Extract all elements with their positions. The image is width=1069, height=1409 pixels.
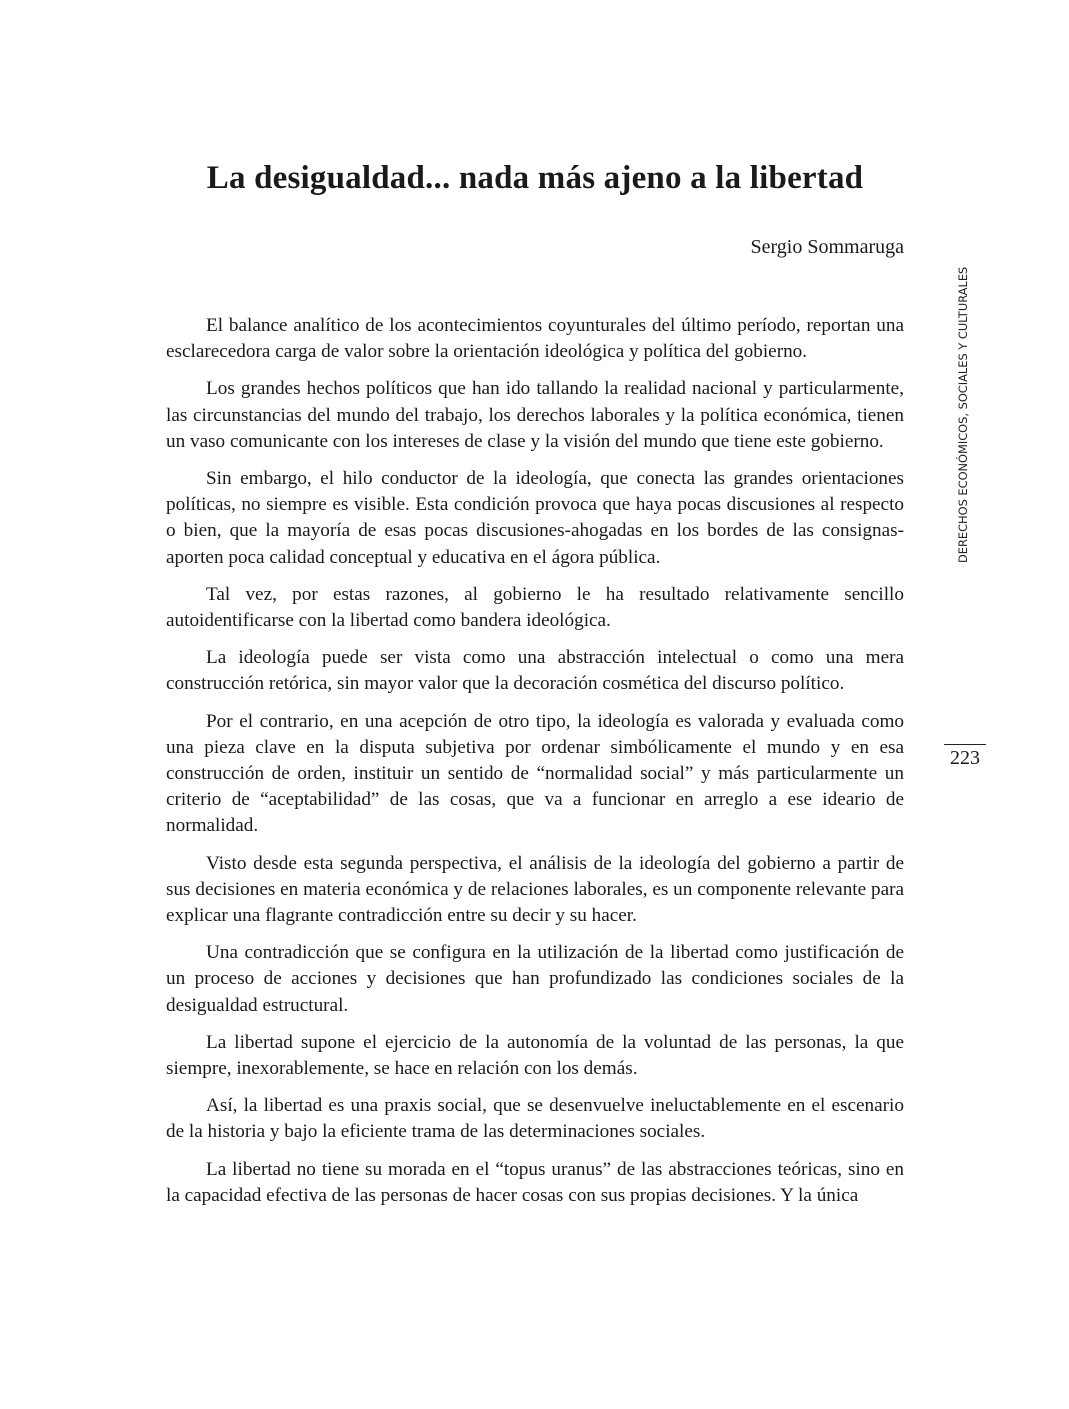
author-name: Sergio Sommaruga [750, 236, 904, 258]
paragraph: El balance analítico de los acontecimientos coyunturales del último período, reportan una esclarecedora carga de valor sobre la orientación ideológica y política del gobierno. [166, 315, 904, 363]
paragraph: Por el contrario, en una acepción de otro tipo, la ideología es valorada y evaluada como una pieza clave en la disputa subjetiva por ordenar simbólicamente el mundo y en esa construcción de orden, instituir un sentido de “normalidad social” y más particularmente un criterio de “aceptabilidad” de las cosas, que va a funcionar en arreglo a ese ideario de normalidad. [166, 710, 904, 837]
paragraph: La libertad no tiene su morada en el “topus uranus” de las abstracciones teóricas, sino en la capacidad efectiva de las personas de hacer cosas con sus propias decisiones. Y la única [166, 1158, 904, 1206]
paragraph: Tal vez, por estas razones, al gobierno le ha resultado relativamente sencillo autoidentificarse con la libertad como bandera ideológica. [166, 583, 904, 632]
paragraph: Así, la libertad es una praxis social, que se desenvuelve ineluctablemente en el escenario de la historia y bajo la eficiente trama de las determinaciones sociales. [166, 1095, 904, 1143]
paragraph: Los grandes hechos políticos que han ido tallando la realidad nacional y particularmente, las circunstancias del mundo del trabajo, los derechos laborales y la política económica, tienen un vaso comunicante con los intereses de clase y la visión del mundo que tiene este gobierno. [166, 378, 904, 452]
paragraph: La ideología puede ser vista como una abstracción intelectual o como una mera construcción retórica, sin mayor valor que la decoración cosmética del discurso político. [166, 647, 904, 695]
page-title: La desigualdad... nada más ajeno a la libertad [206, 160, 864, 196]
article-body [166, 313, 904, 1220]
paragraph: Sin embargo, el hilo conductor de la ideología, que conecta las grandes orientaciones políticas, no siempre es visible. Esta condición provoca que haya pocas discusiones al respecto o bien, que la mayoría de esas pocas discusiones-ahogadas en los bordes de las consignas- aporten poca calidad conceptual y educativa en el ágora pública. [166, 468, 904, 568]
paragraph: La libertad supone el ejercicio de la autonomía de la voluntad de las personas, la que siempre, inexorablemente, se hace en relación con los demás. [166, 1031, 904, 1080]
page-number: 223 [944, 744, 986, 770]
paragraph: Visto desde esta segunda perspectiva, el análisis de la ideología del gobierno a partir de sus decisiones en materia económica y de relaciones laborales, es un componente relevante para explicar una flagrante contradicción entre su decir y su hacer. [166, 852, 904, 927]
section-sidebar-label: DERECHOS ECONÓMICOS, SOCIALES Y CULTURALES [956, 266, 970, 563]
paragraph: Una contradicción que se configura en la utilización de la libertad como justificación de un proceso de acciones y decisiones que han profundizado las condiciones sociales de la desigualdad estructural. [166, 942, 904, 1016]
